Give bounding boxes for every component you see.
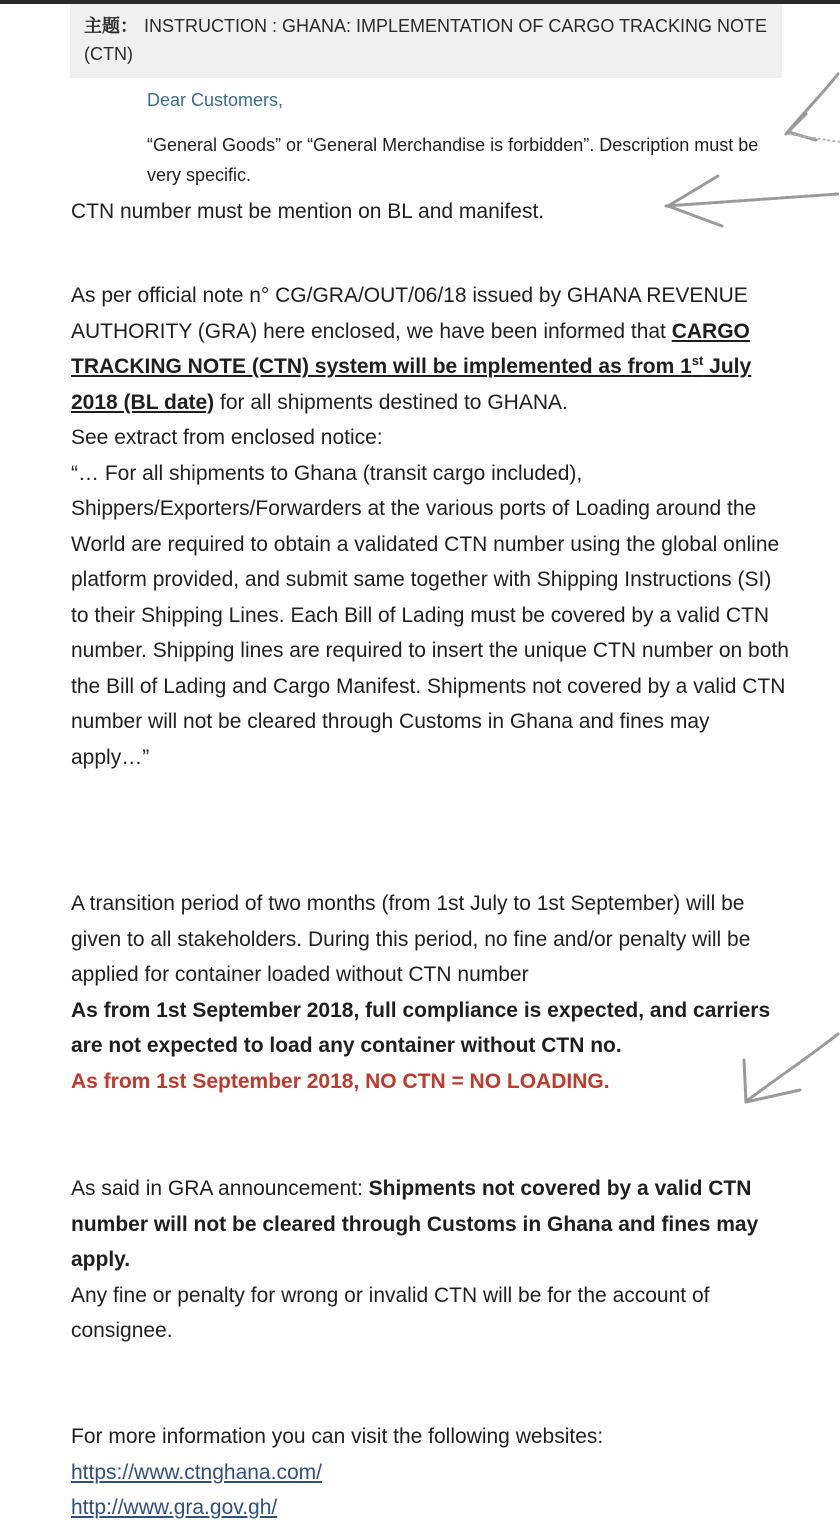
hand-drawn-arrow-icon xyxy=(730,1020,840,1120)
gra-announcement-paragraph xyxy=(71,1171,791,1349)
hand-drawn-arrow-icon xyxy=(776,70,840,160)
hand-drawn-arrow-icon xyxy=(660,168,840,234)
gra-website-link[interactable]: http://www.gra.gov.gh/ xyxy=(71,1496,278,1519)
ctn-mention-notice: CTN number must be mention on BL and manifest. xyxy=(71,200,545,223)
emphasis-part-a: CARGO TRACKING NOTE (CTN) system will be implemented as from 1 xyxy=(71,319,750,378)
gra-lead: As said in GRA announcement: xyxy=(71,1177,369,1200)
fine-consignee-note: Any fine or penalty for wrong or invalid CTN will be for the account of consignee. xyxy=(71,1283,710,1342)
transition-paragraph xyxy=(71,886,791,1099)
no-ctn-no-loading: As from 1st September 2018, NO CTN = NO LOADING. xyxy=(71,1069,610,1093)
compliance-statement: As from 1st September 2018, full compliance is expected, and carriers are not expected to load any container without CTN no. xyxy=(71,998,771,1057)
emphasis-part-b: July 2018 (BL date) xyxy=(71,355,752,414)
official-note-tail: for all shipments destined to GHANA. xyxy=(214,390,568,414)
description-warning: “General Goods” or “General Merchandise is forbidden”. Description must be very specific. xyxy=(147,135,759,185)
transition-text: A transition period of two months (from 1st July to 1st September) will be given to all stakeholders. During this period, no fine and/or penalty will be applied for container loaded without CTN number xyxy=(71,892,751,986)
notice-quote: “… For all shipments to Ghana (transit cargo included), Shippers/Exporters/Forwarders at the various ports of Loading around the World are required to obtain a validated CTN number using the global online platform provided, and submit same together with Shipping Instructions (SI) to their Shipping Lines. Each Bill of Lading must be covered by a valid CTN number. Shipping lines are required to insert the unique CTN number on both the Bill of Lading and Cargo Manifest. Shipments not covered by a valid CTN number will not be cleared through Customs in Ghana and fines may apply…” xyxy=(71,461,789,769)
emphasis-superscript: st xyxy=(691,353,704,368)
email-subject-bar xyxy=(70,4,782,78)
more-info-paragraph xyxy=(71,1419,791,1526)
official-note-lead: As per official note n° CG/GRA/OUT/06/18 issued by GHANA REVENUE AUTHORITY (GRA) here enclosed, we have been informed that xyxy=(71,284,748,343)
ctnghana-link[interactable]: https://www.ctnghana.com/ xyxy=(71,1460,322,1484)
official-note-paragraph xyxy=(71,278,791,775)
gra-bold-statement: Shipments not covered by a valid CTN number will not be cleared through Customs in Ghana and fines may apply. xyxy=(71,1177,759,1271)
extract-intro: See extract from enclosed notice: xyxy=(71,426,383,449)
salutation: Dear Customers, xyxy=(147,90,284,110)
subject-label: 主题： xyxy=(84,16,138,36)
more-info-text: For more information you can visit the following websites: xyxy=(71,1425,604,1448)
subject-text: INSTRUCTION : GHANA: IMPLEMENTATION OF CARGO TRACKING NOTE (CTN) xyxy=(84,16,768,64)
